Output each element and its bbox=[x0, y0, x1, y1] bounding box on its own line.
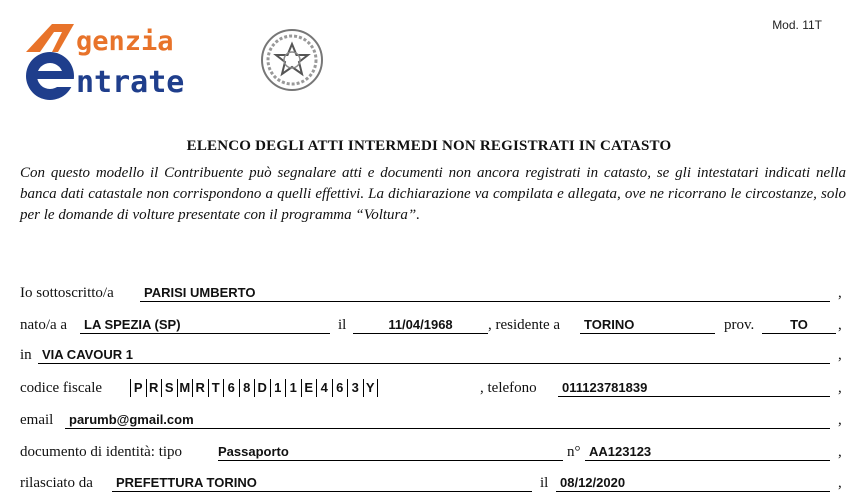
fiscal-code-char: 3 bbox=[347, 379, 363, 397]
name-field[interactable]: PARISI UMBERTO bbox=[140, 284, 830, 302]
comma: , bbox=[838, 285, 842, 301]
comma: , bbox=[838, 475, 842, 491]
row-issued bbox=[20, 472, 846, 494]
row-fiscal bbox=[20, 377, 846, 399]
logo-text-agenzia: genzia bbox=[76, 26, 174, 57]
document-type-label: documento di identità: tipo bbox=[20, 444, 183, 460]
email-label: email bbox=[20, 412, 54, 428]
document-type-field[interactable]: Passaporto bbox=[218, 443, 563, 461]
fiscal-code-char: 6 bbox=[223, 379, 239, 397]
comma: , bbox=[838, 380, 842, 396]
row-name bbox=[20, 282, 846, 304]
fiscal-code-char: 4 bbox=[316, 379, 332, 397]
issue-date-field[interactable]: 08/12/2020 bbox=[556, 474, 830, 492]
phone-field[interactable]: 011123781839 bbox=[558, 379, 830, 397]
form-title: ELENCO DEGLI ATTI INTERMEDI NON REGISTRATI IN CATASTO bbox=[186, 138, 672, 154]
document-number-label: n° bbox=[567, 444, 581, 460]
phone-label: , telefono bbox=[480, 380, 537, 396]
fiscal-code-char: S bbox=[161, 379, 177, 397]
prov-field[interactable]: TO bbox=[762, 316, 836, 334]
residence-field[interactable]: TORINO bbox=[580, 316, 715, 334]
fiscal-code-char: R bbox=[192, 379, 208, 397]
logo-text-entrate: ntrate bbox=[76, 65, 185, 100]
row-document bbox=[20, 441, 846, 463]
intro-paragraph: Con questo modello il Contribuente può segnalare atti e documenti non ancora registrati in catasto, se gli intestatari indicati nella banca dati catastale non corrispondono a quelli effettivi. La dichiarazione va compilata e allegata, ove ne ricorrano le circostanze, solo per le domande di volture presentate con il programma “Voltura”. bbox=[20, 165, 846, 223]
birth-date-field[interactable]: 11/04/1968 bbox=[353, 316, 488, 334]
birth-date-label: il bbox=[338, 317, 347, 333]
comma: , bbox=[838, 317, 842, 333]
name-label: Io sottoscritto/a bbox=[20, 285, 114, 301]
agenzia-entrate-logo bbox=[18, 18, 328, 108]
fiscal-code-char: 8 bbox=[239, 379, 255, 397]
fiscal-code-char: M bbox=[177, 379, 193, 397]
row-email bbox=[20, 409, 846, 431]
document-number-field[interactable]: AA123123 bbox=[585, 443, 830, 461]
issued-by-field[interactable]: PREFETTURA TORINO bbox=[112, 474, 532, 492]
fiscal-code-label: codice fiscale bbox=[20, 380, 103, 396]
comma: , bbox=[838, 444, 842, 460]
comma: , bbox=[838, 347, 842, 363]
address-label: in bbox=[20, 347, 32, 363]
fiscal-code-char: Y bbox=[363, 379, 379, 397]
email-field[interactable]: parumb@gmail.com bbox=[65, 411, 830, 429]
address-field[interactable]: VIA CAVOUR 1 bbox=[38, 346, 830, 364]
issued-by-label: rilasciato da bbox=[20, 475, 93, 491]
fiscal-code-char: 6 bbox=[332, 379, 348, 397]
comma: , bbox=[838, 412, 842, 428]
fiscal-code-char: T bbox=[208, 379, 224, 397]
fiscal-code-field[interactable] bbox=[130, 379, 378, 397]
birth-place-field[interactable]: LA SPEZIA (SP) bbox=[80, 316, 330, 334]
fiscal-code-char: 1 bbox=[285, 379, 301, 397]
prov-label: prov. bbox=[724, 317, 755, 333]
italian-emblem-icon bbox=[262, 30, 322, 90]
birth-label: nato/a a bbox=[20, 317, 68, 333]
fiscal-code-char: D bbox=[254, 379, 270, 397]
fiscal-code-char: P bbox=[130, 379, 146, 397]
row-birth bbox=[20, 314, 846, 336]
row-address bbox=[20, 344, 846, 366]
residence-label: , residente a bbox=[488, 317, 561, 333]
fiscal-code-char: R bbox=[146, 379, 162, 397]
issue-date-label: il bbox=[540, 475, 549, 491]
form-code: Mod. 11T bbox=[772, 18, 822, 32]
fiscal-code-char: E bbox=[301, 379, 317, 397]
fiscal-code-char: 1 bbox=[270, 379, 286, 397]
